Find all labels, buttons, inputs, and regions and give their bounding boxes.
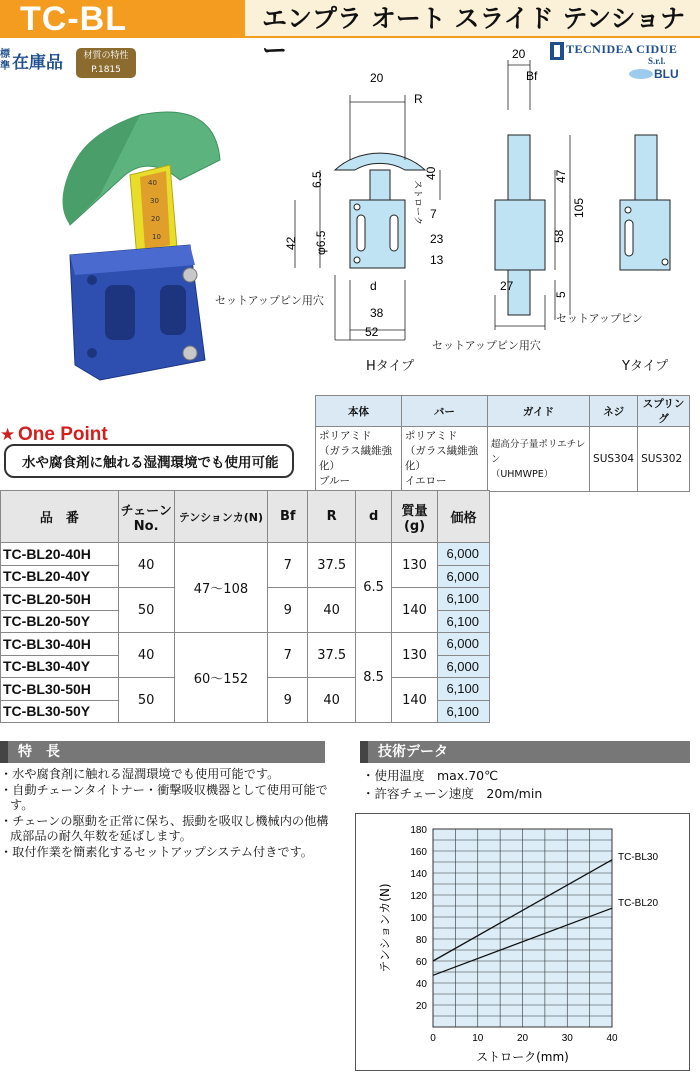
product-photo <box>30 85 245 395</box>
col-tension: テンションカ(N) <box>174 491 268 543</box>
mat-header-bar: バー <box>401 396 487 427</box>
col-bf: Bf <box>268 491 308 543</box>
features-header <box>0 741 325 763</box>
side-body-shape <box>495 200 545 270</box>
mat-header-screw: ネジ <box>590 396 638 427</box>
col-price: 価格 <box>438 491 490 543</box>
chart-x-tick-label: 10 <box>472 1033 484 1044</box>
dim-7-h: 7 <box>430 207 437 221</box>
dim-23: 23 <box>430 232 444 246</box>
chart-x-tick-label: 30 <box>561 1033 573 1044</box>
mat-guide-cell: 超高分子量ポリエチレン （UHMWPE） <box>487 427 589 492</box>
table-row: TC-BL20-50H 50 9 40 140 6,100 <box>1 588 490 611</box>
list-item: ・取付作業を簡素化するセットアップシステム付きです。 <box>0 844 313 859</box>
mat-spring-cell: SUS302 <box>638 427 690 492</box>
scale-mark-10: 10 <box>152 233 161 241</box>
dim-52: 52 <box>365 325 379 339</box>
col-r: R <box>308 491 356 543</box>
brand-sub: BLU <box>654 67 679 81</box>
scale-mark-30: 30 <box>150 197 159 205</box>
chart-x-tick-label: 20 <box>516 1033 529 1044</box>
list-item: ・水や腐食剤に触れる湿潤環境でも使用可能です。 <box>0 767 280 781</box>
dim-105: 105 <box>572 197 586 218</box>
dim-stroke: ストローク <box>412 180 422 226</box>
mat-body-cell: ポリアミド （ガラス繊維強化） ブルー <box>316 427 402 492</box>
dim-6-5-top: 6.5 <box>310 171 324 188</box>
mat-header-spring: スプリング <box>638 396 690 427</box>
col-mass: 質量 (g) <box>392 491 438 543</box>
tech-header <box>360 741 690 763</box>
table-row: TC-BL30-50H 50 9 40 140 6,100 <box>1 678 490 701</box>
chart-x-tick-label: 40 <box>606 1033 618 1044</box>
one-point-star-icon: ★ <box>0 425 16 445</box>
setup-pin-hole-label-bottom: セットアップピン用穴 <box>432 339 541 352</box>
dim-40: 40 <box>424 166 438 180</box>
chart-y-tick-label: 60 <box>415 957 427 968</box>
mat-bar-cell: ポリアミド （ガラス繊維強化） イエロー <box>401 427 487 492</box>
stock-label: 在庫品 <box>12 53 63 73</box>
dim-27: 27 <box>500 279 514 293</box>
standard-mark: 標準 <box>0 49 10 72</box>
dim-bf: Bf <box>526 69 538 83</box>
dim-42: 42 <box>284 236 298 250</box>
one-point-title: One Point <box>18 424 108 445</box>
y-type-label: Yタイプ <box>622 359 669 374</box>
brand-name: TECNIDEA CIDUE <box>566 42 678 56</box>
scale-mark-40: 40 <box>148 179 157 187</box>
brand-suffix: S.r.l. <box>648 56 666 66</box>
chart-x-axis-label: ストローク(mm) <box>476 1050 569 1064</box>
one-point-text: 水や腐食剤に触れる湿潤環境でも使用可能 <box>22 455 279 471</box>
dim-5: 5 <box>554 291 568 298</box>
table-row: TC-BL30-40H 40 60～152 7 37.5 8.5 130 6,000 <box>1 633 490 656</box>
chart-x-tick-label: 0 <box>430 1033 436 1044</box>
product-name: エンプラ オート スライド テンショナー <box>262 4 685 65</box>
scale-mark-20: 20 <box>151 215 160 223</box>
chart-y-tick-label: 160 <box>410 847 427 858</box>
col-d: d <box>356 491 392 543</box>
mat-screw-cell: SUS304 <box>590 427 638 492</box>
chart-y-tick-label: 100 <box>410 913 427 924</box>
list-item: ・使用温度 max.70℃ <box>362 768 499 783</box>
material-link-badge[interactable] <box>76 48 136 78</box>
chart-y-axis-label: テンションカ(N) <box>378 883 392 973</box>
tech-title: 技術データ <box>378 744 448 760</box>
tech-list <box>362 767 542 803</box>
model-title: TC-BL <box>20 0 127 38</box>
mat-header-body: 本体 <box>316 396 402 427</box>
chart-y-tick-label: 120 <box>410 891 427 902</box>
material-badge-line2: P.1815 <box>91 65 121 75</box>
table-row: TC-BL30-50Y 6,100 <box>1 700 490 723</box>
chart-y-tick-label: 80 <box>415 935 427 946</box>
spec-table <box>0 490 490 723</box>
setup-pin-label: セットアップピン <box>556 312 643 325</box>
chart-y-tick-label: 180 <box>410 825 427 836</box>
dim-d: d <box>370 279 377 293</box>
dim-38: 38 <box>370 306 384 320</box>
table-row: TC-BL30-40Y 6,000 <box>1 655 490 678</box>
chart-series-label: TC-BL30 <box>618 851 659 863</box>
features-list <box>0 767 330 860</box>
dim-13: 13 <box>430 253 444 267</box>
list-item: ・許容チェーン速度 20m/min <box>362 786 543 801</box>
dim-20-h: 20 <box>370 71 384 85</box>
h-guard-shape <box>335 153 425 170</box>
chart-y-tick-label: 20 <box>415 1001 427 1012</box>
setup-pin-hole-label-left: セットアップピン用穴 <box>215 294 324 307</box>
chart-series-label: TC-BL20 <box>618 898 659 910</box>
col-part: 品 番 <box>1 491 119 543</box>
list-item: ・自動チェーンタイトナー・衝撃吸収機器として使用可能です。 <box>0 782 328 812</box>
col-chain: チェーン No. <box>118 491 174 543</box>
material-badge-line1: 材質の特性 <box>83 51 129 61</box>
dim-47: 47 <box>554 169 568 183</box>
dim-20-y: 20 <box>512 47 526 61</box>
h-type-label: Hタイプ <box>366 359 415 374</box>
dim-58: 58 <box>552 229 566 243</box>
table-row: TC-BL20-50Y 6,100 <box>1 610 490 633</box>
materials-table <box>315 395 690 492</box>
list-item: ・チェーンの駆動を正常に保ち、振動を吸収し機械内の他構成部品の耐久年数を延ばします。 <box>0 813 329 843</box>
tension-chart <box>355 813 690 1071</box>
mat-header-guide: ガイド <box>487 396 589 427</box>
dim-phi-6-5: φ6.5 <box>314 230 328 255</box>
chart-y-tick-label: 140 <box>410 869 427 880</box>
table-row: TC-BL20-40H 40 47～108 7 37.5 6.5 130 6,000 <box>1 543 490 566</box>
dim-r: R <box>414 92 423 106</box>
table-row: TC-BL20-40Y 6,000 <box>1 565 490 588</box>
features-title: 特 長 <box>18 744 60 760</box>
chart-y-tick-label: 40 <box>415 979 427 990</box>
